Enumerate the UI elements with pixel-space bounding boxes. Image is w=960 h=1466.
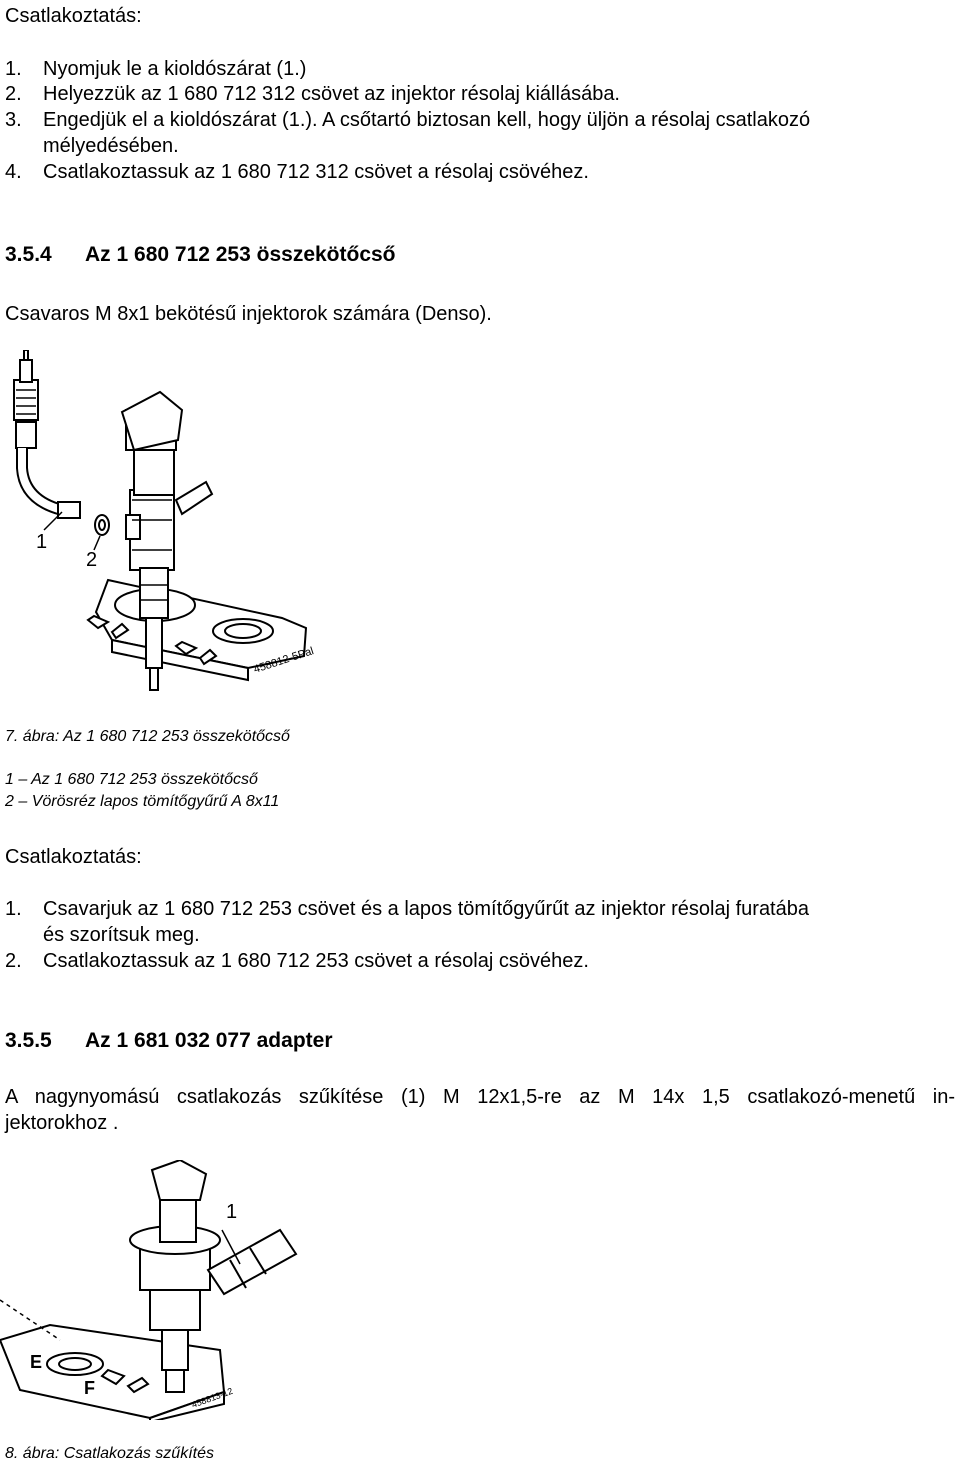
callout-2: 2 — [86, 549, 98, 571]
plate-letter-e: E — [30, 1352, 43, 1372]
section-number: 3.5.5 — [5, 1029, 52, 1052]
plate-letter-f: F — [84, 1378, 95, 1398]
list-item — [5, 949, 589, 973]
list-item — [5, 82, 620, 106]
list-text-continued: és szorítsuk meg. — [43, 924, 200, 946]
section-heading-354 — [5, 242, 396, 268]
connect-heading-2: Csatlakoztatás: — [5, 846, 142, 868]
list-number: 4. — [5, 161, 22, 183]
list-number: 2. — [5, 950, 22, 972]
figure-7-connector-pipe — [0, 350, 320, 700]
section-intro-line-1: A nagynyomású csatlakozás szűkítése (1) M 12x1,5-re az M 14x 1,5 csatlakozó-menetű in- — [5, 1086, 955, 1108]
legend-item-2: 2 – Vörösréz lapos tömítőgyűrű A 8x11 — [5, 793, 280, 810]
list-text: Csavarjuk az 1 680 712 253 csövet és a lapos tömítőgyűrűt az injektor résolaj furatába — [43, 898, 809, 920]
callout-1: 1 — [226, 1201, 238, 1223]
connect-heading-1: Csatlakoztatás: — [5, 5, 142, 27]
list-text: Helyezzük az 1 680 712 312 csövet az injektor résolaj kiállásába. — [43, 83, 620, 105]
section-title: Az 1 681 032 077 adapter — [85, 1029, 333, 1052]
list-text: Csatlakoztassuk az 1 680 712 312 csövet a résolaj csövéhez. — [43, 161, 589, 183]
section-number: 3.5.4 — [5, 243, 52, 266]
list-item — [5, 57, 306, 81]
list-text: Engedjük el a kioldószárat (1.). A csőtartó biztosan kell, hogy üljön a résolaj csatlakozó — [43, 109, 811, 131]
list-item — [5, 897, 809, 921]
section-intro: Csavaros M 8x1 bekötésű injektorok számára (Denso). — [5, 303, 492, 325]
list-item — [5, 160, 589, 184]
figure-7-caption: 7. ábra: Az 1 680 712 253 összekötőcső — [5, 728, 290, 745]
callout-1: 1 — [36, 531, 48, 553]
list-item — [5, 108, 810, 132]
legend-item-1: 1 – Az 1 680 712 253 összekötőcső — [5, 771, 258, 788]
list-number: 1. — [5, 898, 22, 920]
list-text-continued: mélyedésében. — [43, 135, 179, 157]
figure-8-caption: 8. ábra: Csatlakozás szűkítés — [5, 1445, 214, 1462]
section-title: Az 1 680 712 253 összekötőcső — [85, 243, 396, 266]
part-code: 458812-5Pal — [252, 645, 316, 676]
list-number: 2. — [5, 83, 22, 105]
list-text: Nyomjuk le a kioldószárat (1.) — [43, 58, 307, 80]
list-number: 1. — [5, 58, 22, 80]
part-code: 458813-12 — [190, 1385, 235, 1410]
list-text: Csatlakoztassuk az 1 680 712 253 csövet a résolaj csövéhez. — [43, 950, 589, 972]
figure-8-adapter — [0, 1160, 320, 1420]
section-heading-355 — [5, 1028, 333, 1054]
list-number: 3. — [5, 109, 22, 131]
section-intro-line-2: jektorokhoz . — [5, 1112, 119, 1134]
